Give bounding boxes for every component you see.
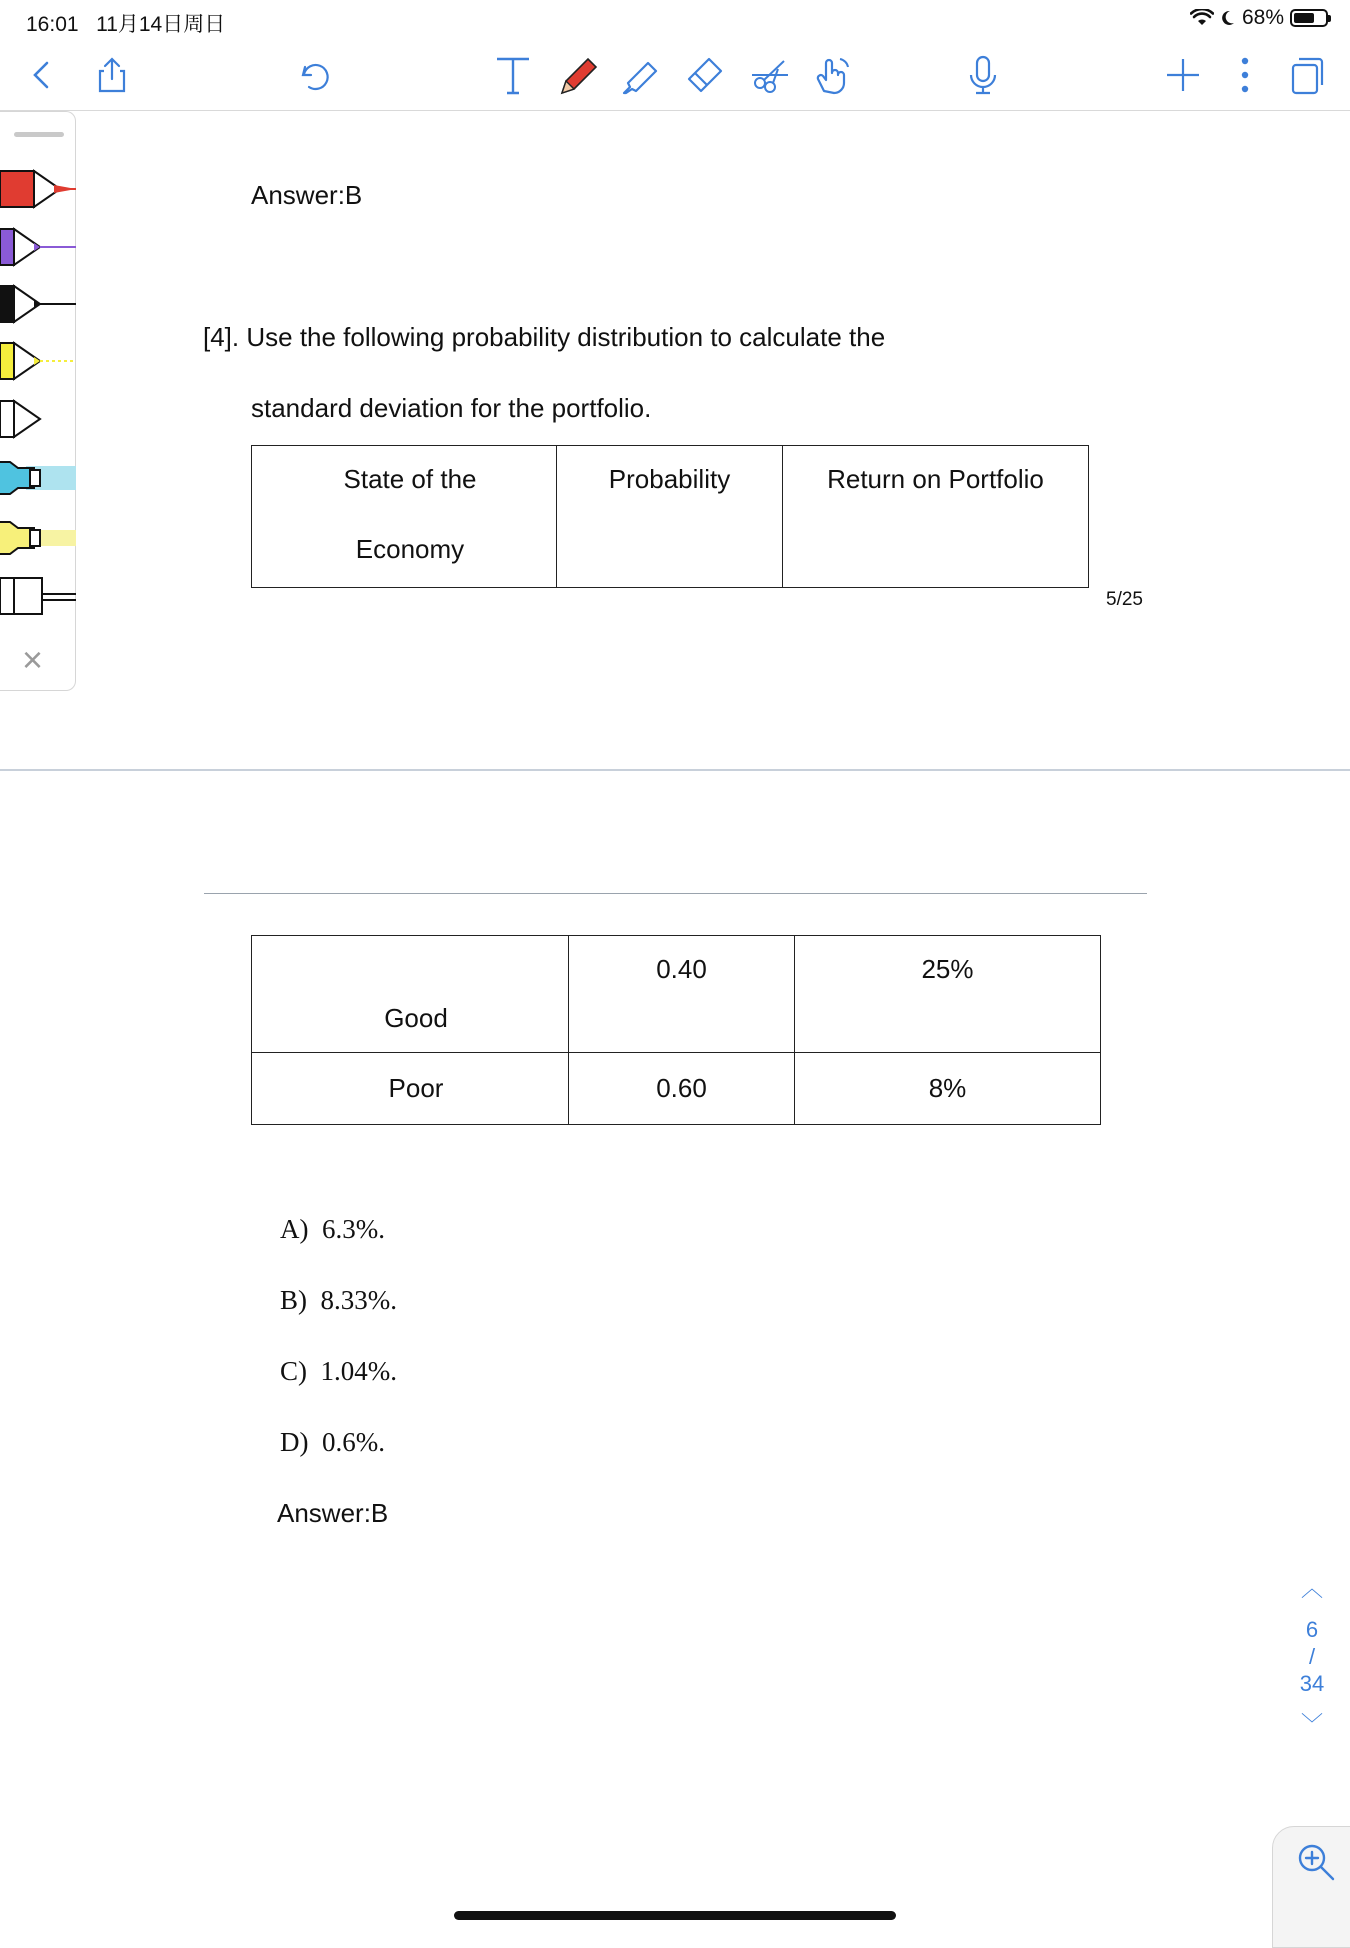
highlighter-cyan[interactable] (0, 456, 76, 500)
tray-drag-handle[interactable] (14, 132, 64, 137)
cell-state: Poor (252, 1053, 569, 1125)
chevron-down-icon[interactable]: ﹀ (1300, 1712, 1323, 1737)
current-page: 6 (1305, 1617, 1319, 1642)
cell-return: 8% (795, 1053, 1101, 1125)
home-indicator[interactable] (454, 1911, 896, 1920)
hand-tool-icon[interactable] (807, 50, 857, 100)
page-separator: / (1308, 1644, 1316, 1669)
text-tool-icon[interactable] (488, 50, 538, 100)
eraser-pen[interactable] (0, 574, 76, 618)
microphone-icon[interactable] (958, 50, 1008, 100)
highlighter-tool-icon[interactable] (615, 50, 665, 100)
pen-white[interactable] (0, 397, 76, 441)
status-indicators (1190, 6, 1328, 30)
previous-answer: Answer:B (251, 180, 363, 210)
distribution-header-table (251, 445, 1089, 588)
status-time (26, 8, 225, 38)
cell-state: Good (252, 936, 569, 1053)
more-icon[interactable] (1220, 50, 1270, 100)
moon-icon (1220, 9, 1236, 27)
page-navigator (1294, 1575, 1330, 1738)
battery-level (1294, 13, 1314, 23)
distribution-data-table (251, 935, 1101, 1125)
option-c: C) 1.04%. (280, 1356, 397, 1386)
cell-probability: 0.60 (569, 1053, 795, 1125)
clock-time: 16:01 (26, 13, 79, 36)
undo-icon[interactable] (290, 50, 340, 100)
question-line-2: standard deviation for the portfolio. (251, 393, 652, 423)
pages-icon[interactable] (1282, 50, 1332, 100)
eraser-tool-icon[interactable] (680, 50, 730, 100)
highlighter-yellow[interactable] (0, 516, 76, 560)
clock-date: 11月14日周日 (96, 13, 226, 36)
document-page-top[interactable] (0, 111, 1350, 771)
wifi-icon (1190, 9, 1214, 27)
header-divider (204, 893, 1147, 894)
battery-percent: 68% (1241, 6, 1284, 29)
add-icon[interactable] (1158, 50, 1208, 100)
zoom-button[interactable] (1272, 1826, 1350, 1948)
chevron-up-icon[interactable]: ︿ (1300, 1576, 1323, 1601)
page-number-label: 5/25 (1106, 589, 1143, 610)
cell-probability: 0.40 (569, 936, 795, 1053)
pen-purple[interactable] (0, 225, 76, 269)
cell-return: 25% (795, 936, 1101, 1053)
header-probability: Probability (557, 446, 783, 588)
answer-text: Answer:B (277, 1498, 389, 1528)
option-b: B) 8.33%. (280, 1285, 397, 1315)
close-icon[interactable]: × (22, 639, 44, 680)
toolbar (0, 40, 1350, 111)
pen-black[interactable] (0, 282, 76, 326)
table-row (252, 1053, 1101, 1125)
header-return: Return on Portfolio (783, 446, 1089, 588)
total-pages: 34 (1299, 1671, 1325, 1696)
zoom-in-icon (1295, 1841, 1337, 1883)
scissors-tool-icon[interactable] (745, 50, 795, 100)
option-a: A) 6.3%. (280, 1214, 385, 1244)
pen-yellow[interactable] (0, 339, 76, 383)
share-icon[interactable] (87, 50, 137, 100)
header-state: State of the Economy (252, 446, 557, 588)
pen-tool-icon[interactable] (553, 50, 603, 100)
back-icon[interactable] (18, 50, 68, 100)
option-d: D) 0.6%. (280, 1427, 385, 1457)
question-line-1: [4]. Use the following probability distribution to calculate the (203, 322, 886, 352)
table-row (252, 936, 1101, 1053)
pen-red[interactable] (0, 167, 76, 211)
pen-tray (0, 111, 76, 691)
battery-icon (1290, 9, 1328, 27)
